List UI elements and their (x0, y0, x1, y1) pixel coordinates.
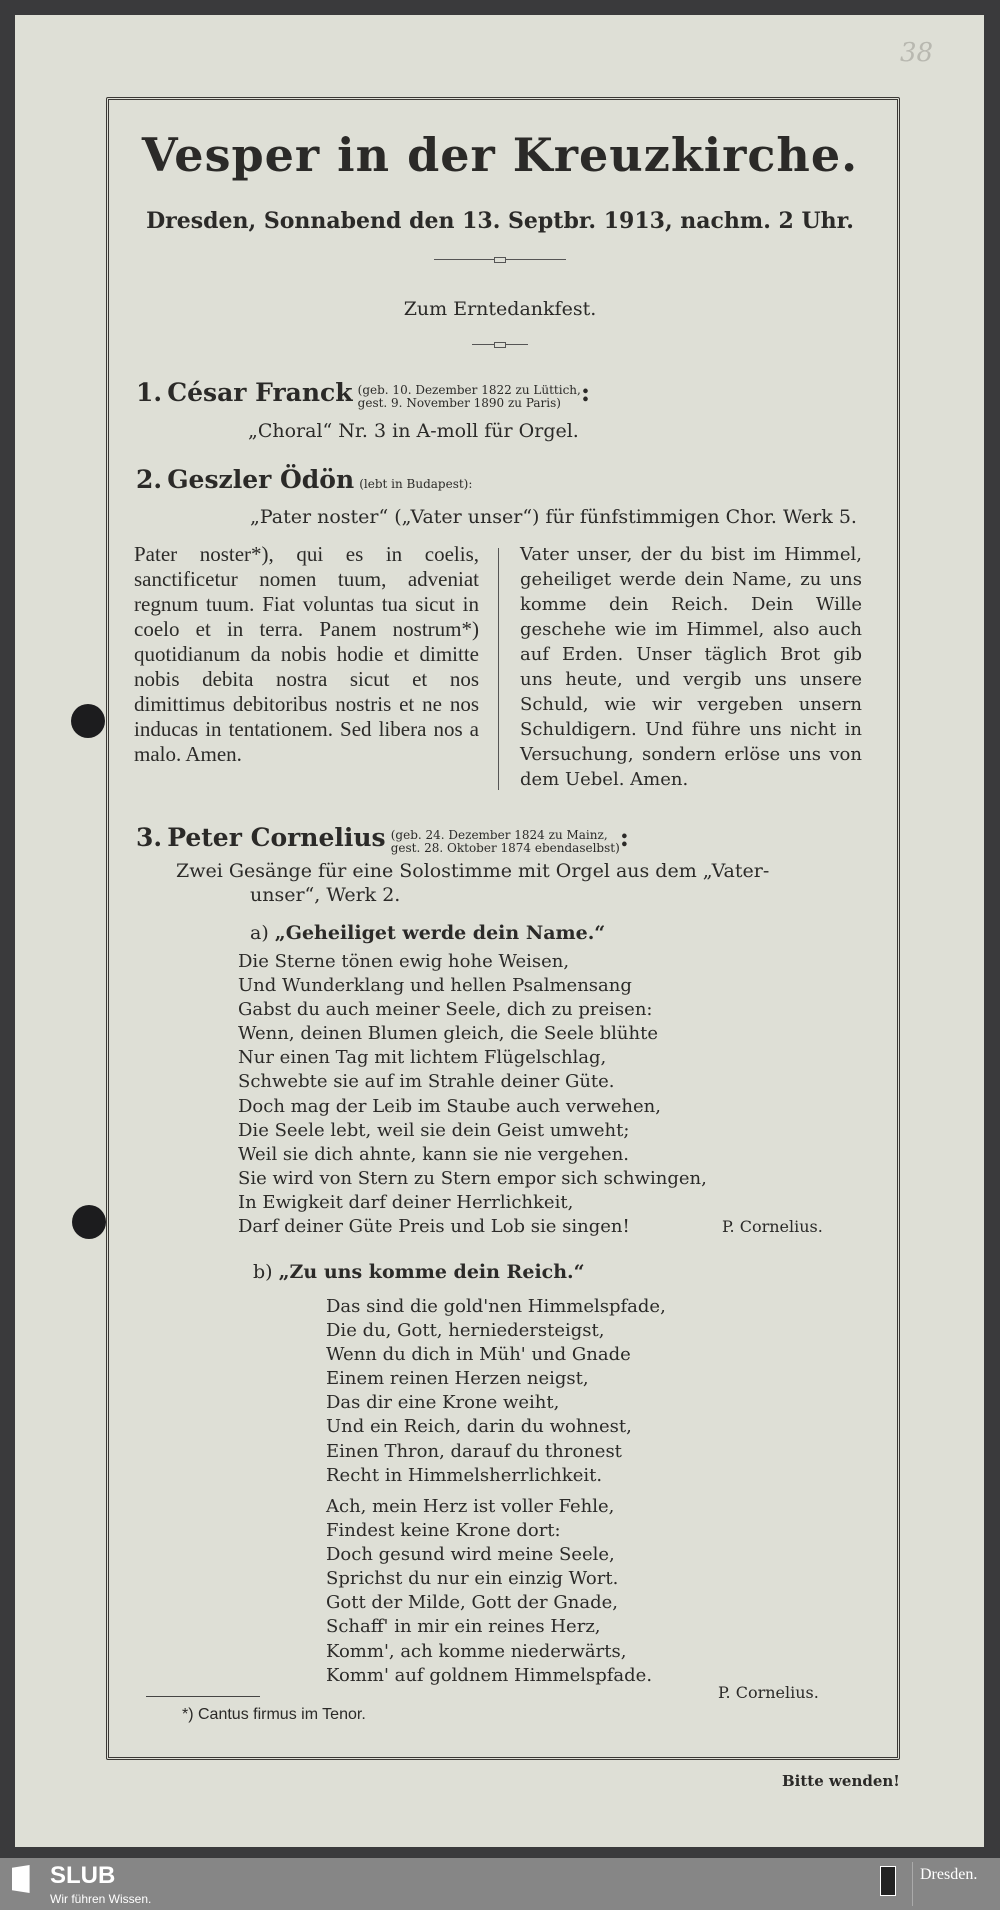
slub-logo[interactable]: SLUB (50, 1862, 116, 1889)
work-title-cont: unser“, Werk 2. (250, 884, 401, 906)
subtitle: Dresden, Sonnabend den 13. Septbr. 1913, nachm. 2 Uhr. (146, 208, 854, 234)
song-a-author: P. Cornelius. (722, 1217, 823, 1236)
song-b-stanza-2: Ach, mein Herz ist voller Fehle, Findest keine Krone dort: Doch gesund wird meine Seele, Sprichst du nur ein einzig Wort. Gott der Milde, Gott der Gnade, Schaff' in mir ein reines Herz, Komm', ach komme niederwärts, Komm' auf goldnem Himmelspfade. (326, 1496, 653, 1686)
program-item-1: 1. César Franck (geb. 10. Dezember 1822 zu Lüttich, gest. 9. November 1890 zu Paris) : (136, 378, 591, 410)
slub-tagline: Wir führen Wissen. (50, 1892, 152, 1906)
occasion: Zum Erntedankfest. (403, 298, 597, 320)
song-b-stanza-1: Das sind die gold'nen Himmelspfade, Die du, Gott, herniedersteigst, Wenn du dich in Müh' und Gnade Einem reinen Herzen neigst, Das dir eine Krone weiht, Und ein Reich, darin du wohnest, Einen Thron, darauf du thronest Recht in Himmelsherrlichkeit. (326, 1296, 666, 1486)
footer-bar (0, 1858, 1000, 1910)
song-b-author: P. Cornelius. (718, 1683, 819, 1702)
footnote: *) Cantus firmus im Tenor. (182, 1706, 366, 1723)
book-logo-icon (12, 1865, 34, 1893)
column-divider (498, 548, 499, 790)
song-a-heading: a) „Geheiliget werde dein Name.“ (250, 922, 606, 944)
song-a-text: Die Sterne tönen ewig hohe Weisen, Und Wunderklang und hellen Psalmensang Gabst du auch meiner Seele, dich zu preisen: Wenn, deinen Blumen gleich, die Seele blühte Nur einen Tag mit lichtem Flügelschlag, Schwebte sie auf im Strahle deiner Güte. Doch mag der Leib im Staube auch verwehen, Die Seele lebt, weil sie dein Geist umweht; Weil sie dich ahnte, kann sie nie vergehen. Sie wird von Stern zu Stern empor sich schwingen, In Ewigkeit darf deiner Herrlichkeit, Darf deiner Güte Preis und Lob sie singen! (238, 951, 707, 1238)
program-item-3: 3. Peter Cornelius (geb. 24. Dezember 1824 zu Mainz, gest. 28. Oktober 1874 ebendaselbst): (136, 823, 629, 855)
page-title: Vesper in der Kreuzkirche. (141, 128, 859, 182)
work-title: „Pater noster“ („Vater unser“) für fünfstimmigen Chor. Werk 5. (250, 506, 857, 528)
program-item-2: 2. Geszler Ödön (lebt in Budapest): (136, 465, 473, 494)
german-text: Vater unser, der du bist im Himmel, geheiliget werde dein Name, zu uns komme dein Reich. Dein Wille geschehe wie im Himmel, also auch auf Erden. Unser täglich Brot gib uns heute, und vergib uns unsere Schuld, wie wir vergeben unsern Schuldigern. Und führe uns nicht in Versuchung, sondern erlöse uns von dem Uebel. Amen. (520, 544, 862, 790)
turn-over-note: Bitte wenden! (782, 1772, 900, 1790)
work-title: „Choral“ Nr. 3 in A-moll für Orgel. (248, 420, 579, 442)
ornament-divider (0, 337, 1000, 351)
dresden-logo[interactable]: Dresden. (920, 1866, 978, 1883)
dresden-coat-of-arms-icon (880, 1866, 896, 1896)
pencil-note: 38 (900, 38, 934, 68)
punch-hole (71, 704, 105, 738)
latin-text: Pater noster*), qui es in coelis, sanctificetur nomen tuum, adveniat regnum tuum. Fiat voluntas tua sicut in coelo et in terra. Panem nostrum*) quotidianum da nobis hodie et dimitte nobis debita nostra sicut et nos dimittimus debitoribus nostris et ne nos inducas in tentationem. Sed libera nos a malo. Amen. (134, 542, 479, 766)
ornament-divider (0, 252, 1000, 266)
divider (912, 1862, 913, 1906)
footnote-rule (146, 1696, 260, 1697)
punch-hole (72, 1205, 106, 1239)
song-b-heading: b) „Zu uns komme dein Reich.“ (253, 1261, 585, 1283)
work-title: Zwei Gesänge für eine Solostimme mit Orgel aus dem „Vater- (176, 860, 770, 882)
